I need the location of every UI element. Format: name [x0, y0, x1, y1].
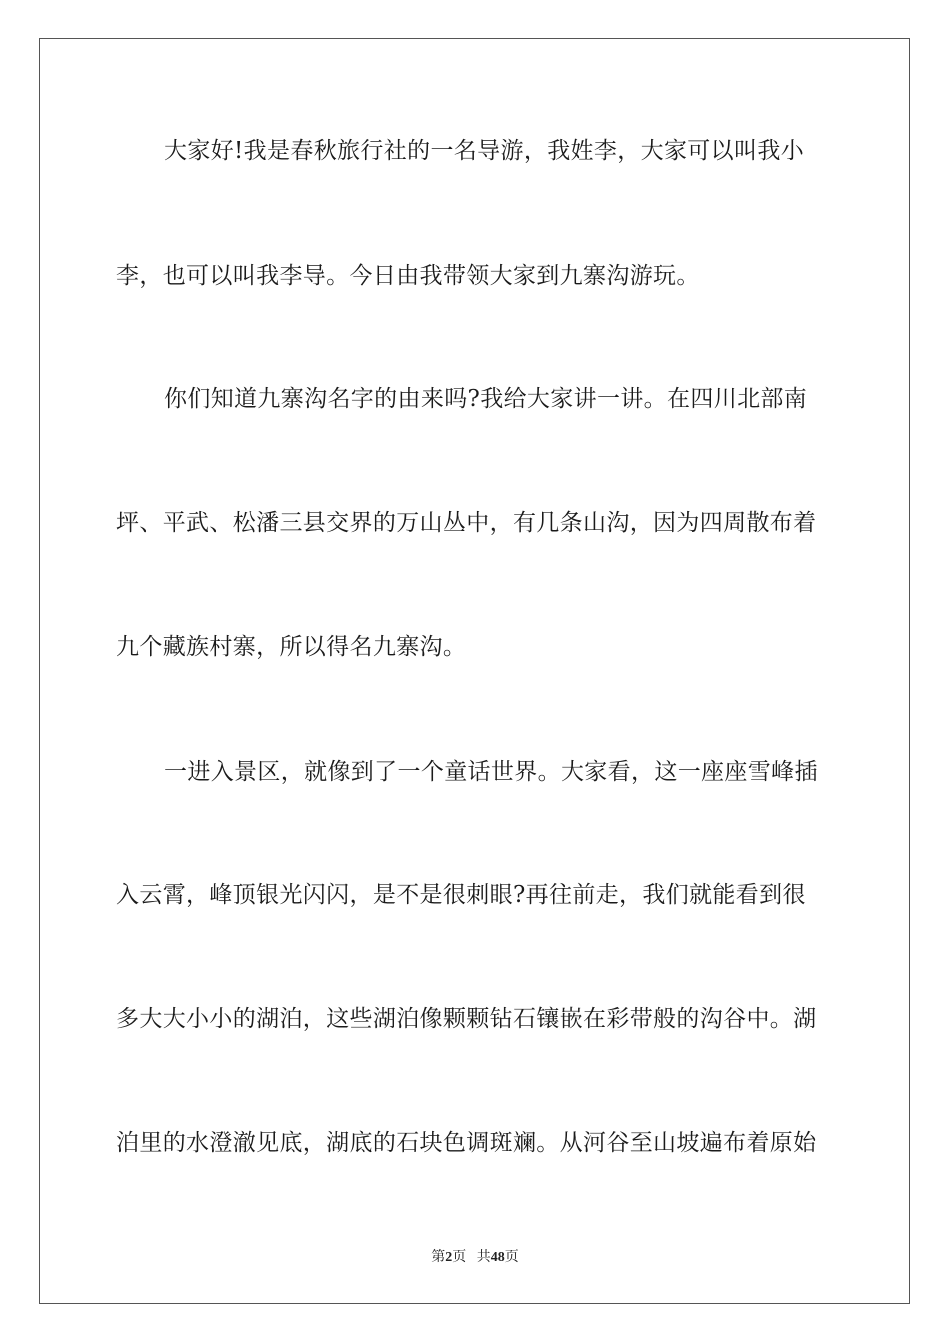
page-prefix: 第 [431, 1250, 446, 1265]
paragraph-3-line-4: 泊里的水澄澈见底，湖底的石块色调斑斓。从河谷至山坡遍布着原始 [116, 1130, 817, 1156]
page-border [39, 38, 910, 1304]
total-pages: 48 [490, 1250, 505, 1265]
paragraph-2-line-3: 九个藏族村寨，所以得名九寨沟。 [116, 634, 467, 660]
paragraph-2-line-2: 坪、平武、松潘三县交界的万山丛中，有几条山沟，因为四周散布着 [116, 510, 817, 536]
total-prefix: 共 [476, 1250, 491, 1265]
paragraph-1-line-2: 李，也可以叫我李导。今日由我带领大家到九寨沟游玩。 [116, 263, 700, 289]
page-footer [0, 1246, 950, 1266]
paragraph-1-line-1: 大家好!我是春秋旅行社的一名导游，我姓李，大家可以叫我小 [164, 138, 805, 164]
paragraph-3-line-1: 一进入景区，就像到了一个童话世界。大家看，这一座座雪峰插 [164, 759, 818, 785]
total-suffix: 页 [504, 1250, 519, 1265]
paragraph-3-line-3: 多大大小小的湖泊，这些湖泊像颗颗钻石镶嵌在彩带般的沟谷中。湖 [116, 1006, 817, 1032]
page-number: 2 [445, 1250, 453, 1265]
paragraph-3-line-2: 入云霄，峰顶银光闪闪，是不是很刺眼?再往前走，我们就能看到很 [116, 882, 806, 908]
page-suffix: 页 [452, 1250, 467, 1265]
paragraph-2-line-1: 你们知道九寨沟名字的由来吗?我给大家讲一讲。在四川北部南 [164, 386, 808, 412]
